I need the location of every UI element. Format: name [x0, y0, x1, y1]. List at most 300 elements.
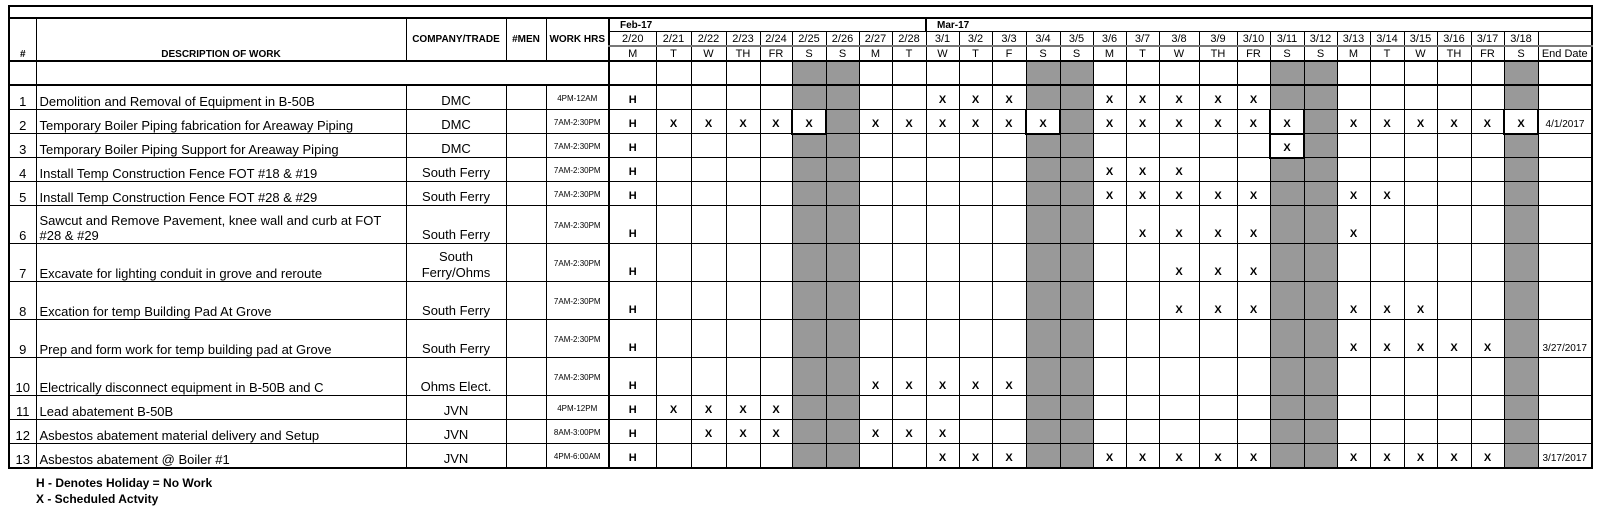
day-cell — [892, 134, 926, 158]
day-cell — [726, 61, 760, 85]
scheduled-cell: X — [1093, 85, 1126, 110]
row-description: Asbestos abatement material delivery and Setup — [36, 420, 406, 444]
day-cell — [726, 282, 760, 320]
legend — [36, 475, 212, 507]
day-cell — [1337, 158, 1370, 182]
row-work-hrs: 7AM-2:30PM — [546, 110, 609, 134]
day-cell — [1126, 396, 1159, 420]
day-cell — [1093, 396, 1126, 420]
blank-row — [9, 61, 1592, 85]
day-cell — [1437, 206, 1471, 244]
row-description: Temporary Boiler Piping Support for Areaway Piping — [36, 134, 406, 158]
weekend-cell — [1060, 206, 1093, 244]
day-cell — [1093, 320, 1126, 358]
day-cell — [1370, 396, 1404, 420]
day-cell — [656, 358, 691, 396]
day-cell — [656, 282, 691, 320]
row-description: Excavate for lighting conduit in grove and reroute — [36, 244, 406, 282]
scheduled-cell: X — [691, 420, 726, 444]
holiday-cell: H — [609, 396, 656, 420]
day-cell — [1159, 420, 1199, 444]
day-cell — [1471, 158, 1504, 182]
day-cell — [1093, 282, 1126, 320]
day-cell — [1159, 61, 1199, 85]
scheduled-cell: X — [992, 444, 1026, 469]
day-cell — [1404, 134, 1437, 158]
holiday-cell: H — [609, 358, 656, 396]
row-men — [506, 282, 546, 320]
day-cell — [760, 320, 792, 358]
weekend-cell — [1504, 244, 1538, 282]
scheduled-cell: X — [792, 110, 826, 134]
weekend-cell — [826, 396, 859, 420]
scheduled-cell: X — [1471, 444, 1504, 469]
date-header: 3/18 — [1504, 32, 1538, 47]
schedule-table — [8, 5, 1593, 469]
day-cell — [760, 158, 792, 182]
weekend-cell — [1304, 158, 1337, 182]
day-cell — [726, 444, 760, 469]
row-end-date — [1538, 358, 1592, 396]
day-cell — [959, 134, 992, 158]
row-number: 11 — [9, 396, 36, 420]
weekend-cell — [1304, 182, 1337, 206]
day-cell — [691, 358, 726, 396]
weekend-cell — [826, 358, 859, 396]
row-work-hrs: 4PM-6:00AM — [546, 444, 609, 469]
day-header: TH — [1437, 46, 1471, 61]
scheduled-cell: X — [1199, 85, 1237, 110]
day-cell — [1437, 61, 1471, 85]
day-cell — [1404, 206, 1437, 244]
holiday-cell: H — [609, 134, 656, 158]
weekend-cell — [1060, 182, 1093, 206]
scheduled-cell: X — [691, 396, 726, 420]
weekend-cell — [1270, 61, 1304, 85]
weekend-cell — [1060, 358, 1093, 396]
day-cell — [1404, 396, 1437, 420]
row-men — [506, 320, 546, 358]
weekend-cell — [1270, 396, 1304, 420]
legend-scheduled: X - Scheduled Actvity — [36, 492, 159, 506]
weekend-cell — [1504, 182, 1538, 206]
scheduled-cell: X — [1199, 444, 1237, 469]
table-row — [9, 282, 1592, 320]
date-header: 2/26 — [826, 32, 859, 47]
row-men — [506, 444, 546, 469]
day-cell — [992, 282, 1026, 320]
row-end-date — [1538, 206, 1592, 244]
weekend-cell — [1060, 282, 1093, 320]
day-cell — [992, 244, 1026, 282]
scheduled-cell: X — [1337, 282, 1370, 320]
weekend-cell — [826, 206, 859, 244]
table-row — [9, 396, 1592, 420]
day-header: T — [959, 46, 992, 61]
day-cell — [1471, 182, 1504, 206]
scheduled-cell: X — [1270, 134, 1304, 158]
weekend-cell — [1304, 444, 1337, 469]
row-work-hrs: 7AM-2:30PM — [546, 282, 609, 320]
day-cell — [691, 182, 726, 206]
date-header: 2/20 — [609, 32, 656, 47]
row-men — [506, 134, 546, 158]
day-cell — [1199, 61, 1237, 85]
day-cell — [959, 396, 992, 420]
row-description: Asbestos abatement @ Boiler #1 — [36, 444, 406, 469]
day-cell — [1337, 61, 1370, 85]
weekend-cell — [1026, 420, 1060, 444]
scheduled-cell: X — [926, 444, 959, 469]
scheduled-cell: X — [1199, 110, 1237, 134]
scheduled-cell: X — [1159, 158, 1199, 182]
day-cell — [992, 420, 1026, 444]
date-header: 2/21 — [656, 32, 691, 47]
day-cell — [1337, 134, 1370, 158]
day-cell — [1471, 61, 1504, 85]
row-end-date — [1538, 244, 1592, 282]
end-date-header-blank — [1538, 32, 1592, 47]
weekend-cell — [1304, 358, 1337, 396]
day-header: M — [1093, 46, 1126, 61]
date-header: 2/24 — [760, 32, 792, 47]
date-header: 3/10 — [1237, 32, 1270, 47]
weekend-cell — [1060, 61, 1093, 85]
scheduled-cell: X — [859, 358, 892, 396]
day-header: S — [1504, 46, 1538, 61]
weekend-cell — [1026, 282, 1060, 320]
row-company: DMC — [406, 134, 506, 158]
weekend-cell — [792, 358, 826, 396]
day-cell — [926, 320, 959, 358]
weekend-cell — [1026, 444, 1060, 469]
day-cell — [1237, 420, 1270, 444]
scheduled-cell: X — [1404, 110, 1437, 134]
scheduled-cell: X — [959, 444, 992, 469]
day-cell — [859, 444, 892, 469]
row-end-date — [1538, 158, 1592, 182]
row-work-hrs: 4PM-12AM — [546, 85, 609, 110]
scheduled-cell: X — [1337, 110, 1370, 134]
day-cell — [1370, 134, 1404, 158]
header-description: DESCRIPTION OF WORK — [36, 18, 406, 61]
scheduled-cell: X — [1370, 110, 1404, 134]
holiday-cell: H — [609, 182, 656, 206]
scheduled-cell: X — [1093, 182, 1126, 206]
date-header: 3/15 — [1404, 32, 1437, 47]
scheduled-cell: X — [1370, 182, 1404, 206]
day-cell — [1126, 61, 1159, 85]
header-num: # — [9, 18, 36, 61]
day-cell — [1093, 244, 1126, 282]
day-header: FR — [1471, 46, 1504, 61]
weekend-cell — [1504, 61, 1538, 85]
day-cell — [959, 244, 992, 282]
holiday-cell: H — [609, 110, 656, 134]
weekend-cell — [792, 282, 826, 320]
day-cell — [992, 134, 1026, 158]
row-number: 6 — [9, 206, 36, 244]
row-number: 12 — [9, 420, 36, 444]
day-cell — [1370, 85, 1404, 110]
day-cell — [1437, 282, 1471, 320]
weekend-cell — [826, 420, 859, 444]
row-company: South Ferry/Ohms — [406, 244, 506, 282]
holiday-cell: H — [609, 282, 656, 320]
date-header: 3/9 — [1199, 32, 1237, 47]
day-cell — [1337, 85, 1370, 110]
day-cell — [1237, 134, 1270, 158]
table-row — [9, 182, 1592, 206]
blank-num — [9, 61, 36, 85]
row-work-hrs: 7AM-2:30PM — [546, 244, 609, 282]
day-cell — [1237, 320, 1270, 358]
day-cell — [926, 134, 959, 158]
scheduled-cell: X — [1337, 444, 1370, 469]
row-end-date — [1538, 282, 1592, 320]
day-cell — [760, 85, 792, 110]
day-cell — [760, 244, 792, 282]
row-end-date — [1538, 182, 1592, 206]
table-row — [9, 134, 1592, 158]
row-number: 7 — [9, 244, 36, 282]
day-cell — [892, 244, 926, 282]
row-work-hrs: 7AM-2:30PM — [546, 182, 609, 206]
table-row — [9, 358, 1592, 396]
scheduled-cell: X — [1270, 110, 1304, 134]
scheduled-cell: X — [760, 396, 792, 420]
scheduled-cell: X — [1159, 182, 1199, 206]
day-cell — [656, 134, 691, 158]
day-cell — [859, 158, 892, 182]
day-cell — [1199, 420, 1237, 444]
scheduled-cell: X — [1237, 110, 1270, 134]
day-header: FR — [1237, 46, 1270, 61]
day-cell — [1404, 358, 1437, 396]
weekend-cell — [792, 61, 826, 85]
weekend-cell — [792, 85, 826, 110]
row-company: South Ferry — [406, 320, 506, 358]
day-cell — [959, 182, 992, 206]
weekend-cell — [1270, 320, 1304, 358]
row-work-hrs: 7AM-2:30PM — [546, 320, 609, 358]
date-header: 3/12 — [1304, 32, 1337, 47]
table-row — [9, 420, 1592, 444]
day-cell — [1404, 61, 1437, 85]
scheduled-cell: X — [1199, 206, 1237, 244]
day-cell — [726, 244, 760, 282]
day-header: W — [1404, 46, 1437, 61]
day-cell — [691, 282, 726, 320]
scheduled-cell: X — [1504, 110, 1538, 134]
weekend-cell — [826, 282, 859, 320]
day-cell — [992, 158, 1026, 182]
day-cell — [760, 206, 792, 244]
row-company: South Ferry — [406, 158, 506, 182]
row-description: Install Temp Construction Fence FOT #28 & #29 — [36, 182, 406, 206]
weekend-cell — [1504, 358, 1538, 396]
month-header: Mar-17 — [926, 18, 1592, 32]
day-cell — [1471, 85, 1504, 110]
schedule-sheet — [8, 5, 1593, 469]
scheduled-cell: X — [1126, 444, 1159, 469]
weekend-cell — [1270, 282, 1304, 320]
day-cell — [1471, 358, 1504, 396]
date-header: 3/4 — [1026, 32, 1060, 47]
day-cell — [691, 444, 726, 469]
day-cell — [859, 85, 892, 110]
row-number: 5 — [9, 182, 36, 206]
row-number: 13 — [9, 444, 36, 469]
day-cell — [859, 182, 892, 206]
weekend-cell — [792, 244, 826, 282]
weekend-cell — [1026, 206, 1060, 244]
scheduled-cell: X — [656, 396, 691, 420]
day-cell — [726, 320, 760, 358]
day-header: M — [609, 46, 656, 61]
weekend-cell — [1504, 158, 1538, 182]
row-description: Install Temp Construction Fence FOT #18 & #19 — [36, 158, 406, 182]
day-cell — [656, 182, 691, 206]
day-cell — [892, 182, 926, 206]
weekend-cell — [792, 182, 826, 206]
date-header: 3/7 — [1126, 32, 1159, 47]
row-description: Lead abatement B-50B — [36, 396, 406, 420]
weekend-cell — [792, 158, 826, 182]
header-men: #MEN — [506, 18, 546, 61]
day-cell — [1437, 85, 1471, 110]
weekend-cell — [1304, 420, 1337, 444]
day-cell — [760, 61, 792, 85]
date-header: 3/5 — [1060, 32, 1093, 47]
date-header: 3/17 — [1471, 32, 1504, 47]
holiday-cell: H — [609, 206, 656, 244]
scheduled-cell: X — [1126, 206, 1159, 244]
day-cell — [1093, 358, 1126, 396]
day-cell — [1337, 420, 1370, 444]
header-row-months — [9, 18, 1592, 32]
scheduled-cell: X — [892, 110, 926, 134]
day-cell — [726, 134, 760, 158]
weekend-cell — [1270, 206, 1304, 244]
table-row — [9, 444, 1592, 469]
holiday-cell: H — [609, 444, 656, 469]
scheduled-cell: X — [1237, 182, 1270, 206]
row-men — [506, 110, 546, 134]
scheduled-cell: X — [859, 110, 892, 134]
day-cell — [656, 444, 691, 469]
date-header: 2/28 — [892, 32, 926, 47]
weekend-cell — [1304, 396, 1337, 420]
day-header: TH — [1199, 46, 1237, 61]
date-header: 3/3 — [992, 32, 1026, 47]
day-cell — [1093, 206, 1126, 244]
day-cell — [726, 182, 760, 206]
scheduled-cell: X — [1126, 158, 1159, 182]
weekend-cell — [1270, 182, 1304, 206]
day-cell — [1404, 158, 1437, 182]
weekend-cell — [792, 320, 826, 358]
weekend-cell — [1026, 396, 1060, 420]
day-cell — [726, 158, 760, 182]
scheduled-cell: X — [1237, 206, 1270, 244]
holiday-cell: H — [609, 420, 656, 444]
day-cell — [656, 85, 691, 110]
day-cell — [1199, 134, 1237, 158]
scheduled-cell: X — [1199, 182, 1237, 206]
scheduled-cell: X — [1126, 85, 1159, 110]
day-cell — [859, 282, 892, 320]
scheduled-cell: X — [726, 396, 760, 420]
scheduled-cell: X — [892, 420, 926, 444]
day-header: F — [992, 46, 1026, 61]
date-header: 3/16 — [1437, 32, 1471, 47]
scheduled-cell: X — [1093, 444, 1126, 469]
blank-info — [36, 61, 609, 85]
row-number: 8 — [9, 282, 36, 320]
row-number: 10 — [9, 358, 36, 396]
weekend-cell — [1270, 420, 1304, 444]
day-cell — [691, 206, 726, 244]
day-header: S — [1304, 46, 1337, 61]
weekend-cell — [792, 206, 826, 244]
row-company: JVN — [406, 444, 506, 469]
scheduled-cell: X — [1199, 282, 1237, 320]
scheduled-cell: X — [992, 358, 1026, 396]
day-cell — [1404, 85, 1437, 110]
day-cell — [1370, 420, 1404, 444]
scheduled-cell: X — [1404, 444, 1437, 469]
row-work-hrs: 8AM-3:00PM — [546, 420, 609, 444]
day-cell — [1237, 396, 1270, 420]
day-cell — [1199, 158, 1237, 182]
scheduled-cell: X — [1199, 244, 1237, 282]
scheduled-cell: X — [1093, 158, 1126, 182]
row-company: South Ferry — [406, 206, 506, 244]
day-cell — [1437, 244, 1471, 282]
day-cell — [1159, 396, 1199, 420]
date-header: 2/23 — [726, 32, 760, 47]
day-cell — [859, 206, 892, 244]
row-end-date — [1538, 420, 1592, 444]
day-header: S — [826, 46, 859, 61]
legend-holiday: H - Denotes Holiday = No Work — [36, 476, 213, 490]
day-cell — [1437, 158, 1471, 182]
day-cell — [892, 282, 926, 320]
scheduled-cell: X — [1337, 182, 1370, 206]
weekend-cell — [826, 61, 859, 85]
weekend-cell — [1304, 206, 1337, 244]
header-work-hrs: WORK HRS — [546, 18, 609, 61]
weekend-cell — [1060, 85, 1093, 110]
day-cell — [760, 444, 792, 469]
weekend-cell — [1270, 85, 1304, 110]
row-end-date: 4/1/2017 — [1538, 110, 1592, 134]
day-cell — [656, 320, 691, 358]
scheduled-cell: X — [1159, 244, 1199, 282]
scheduled-cell: X — [1471, 320, 1504, 358]
date-header: 3/1 — [926, 32, 959, 47]
table-row — [9, 206, 1592, 244]
scheduled-cell: X — [1404, 320, 1437, 358]
row-work-hrs: 7AM-2:30PM — [546, 206, 609, 244]
day-cell — [1471, 282, 1504, 320]
day-cell — [1199, 358, 1237, 396]
scheduled-cell: X — [1237, 282, 1270, 320]
day-cell — [1404, 244, 1437, 282]
scheduled-cell: X — [1237, 444, 1270, 469]
weekend-cell — [826, 134, 859, 158]
